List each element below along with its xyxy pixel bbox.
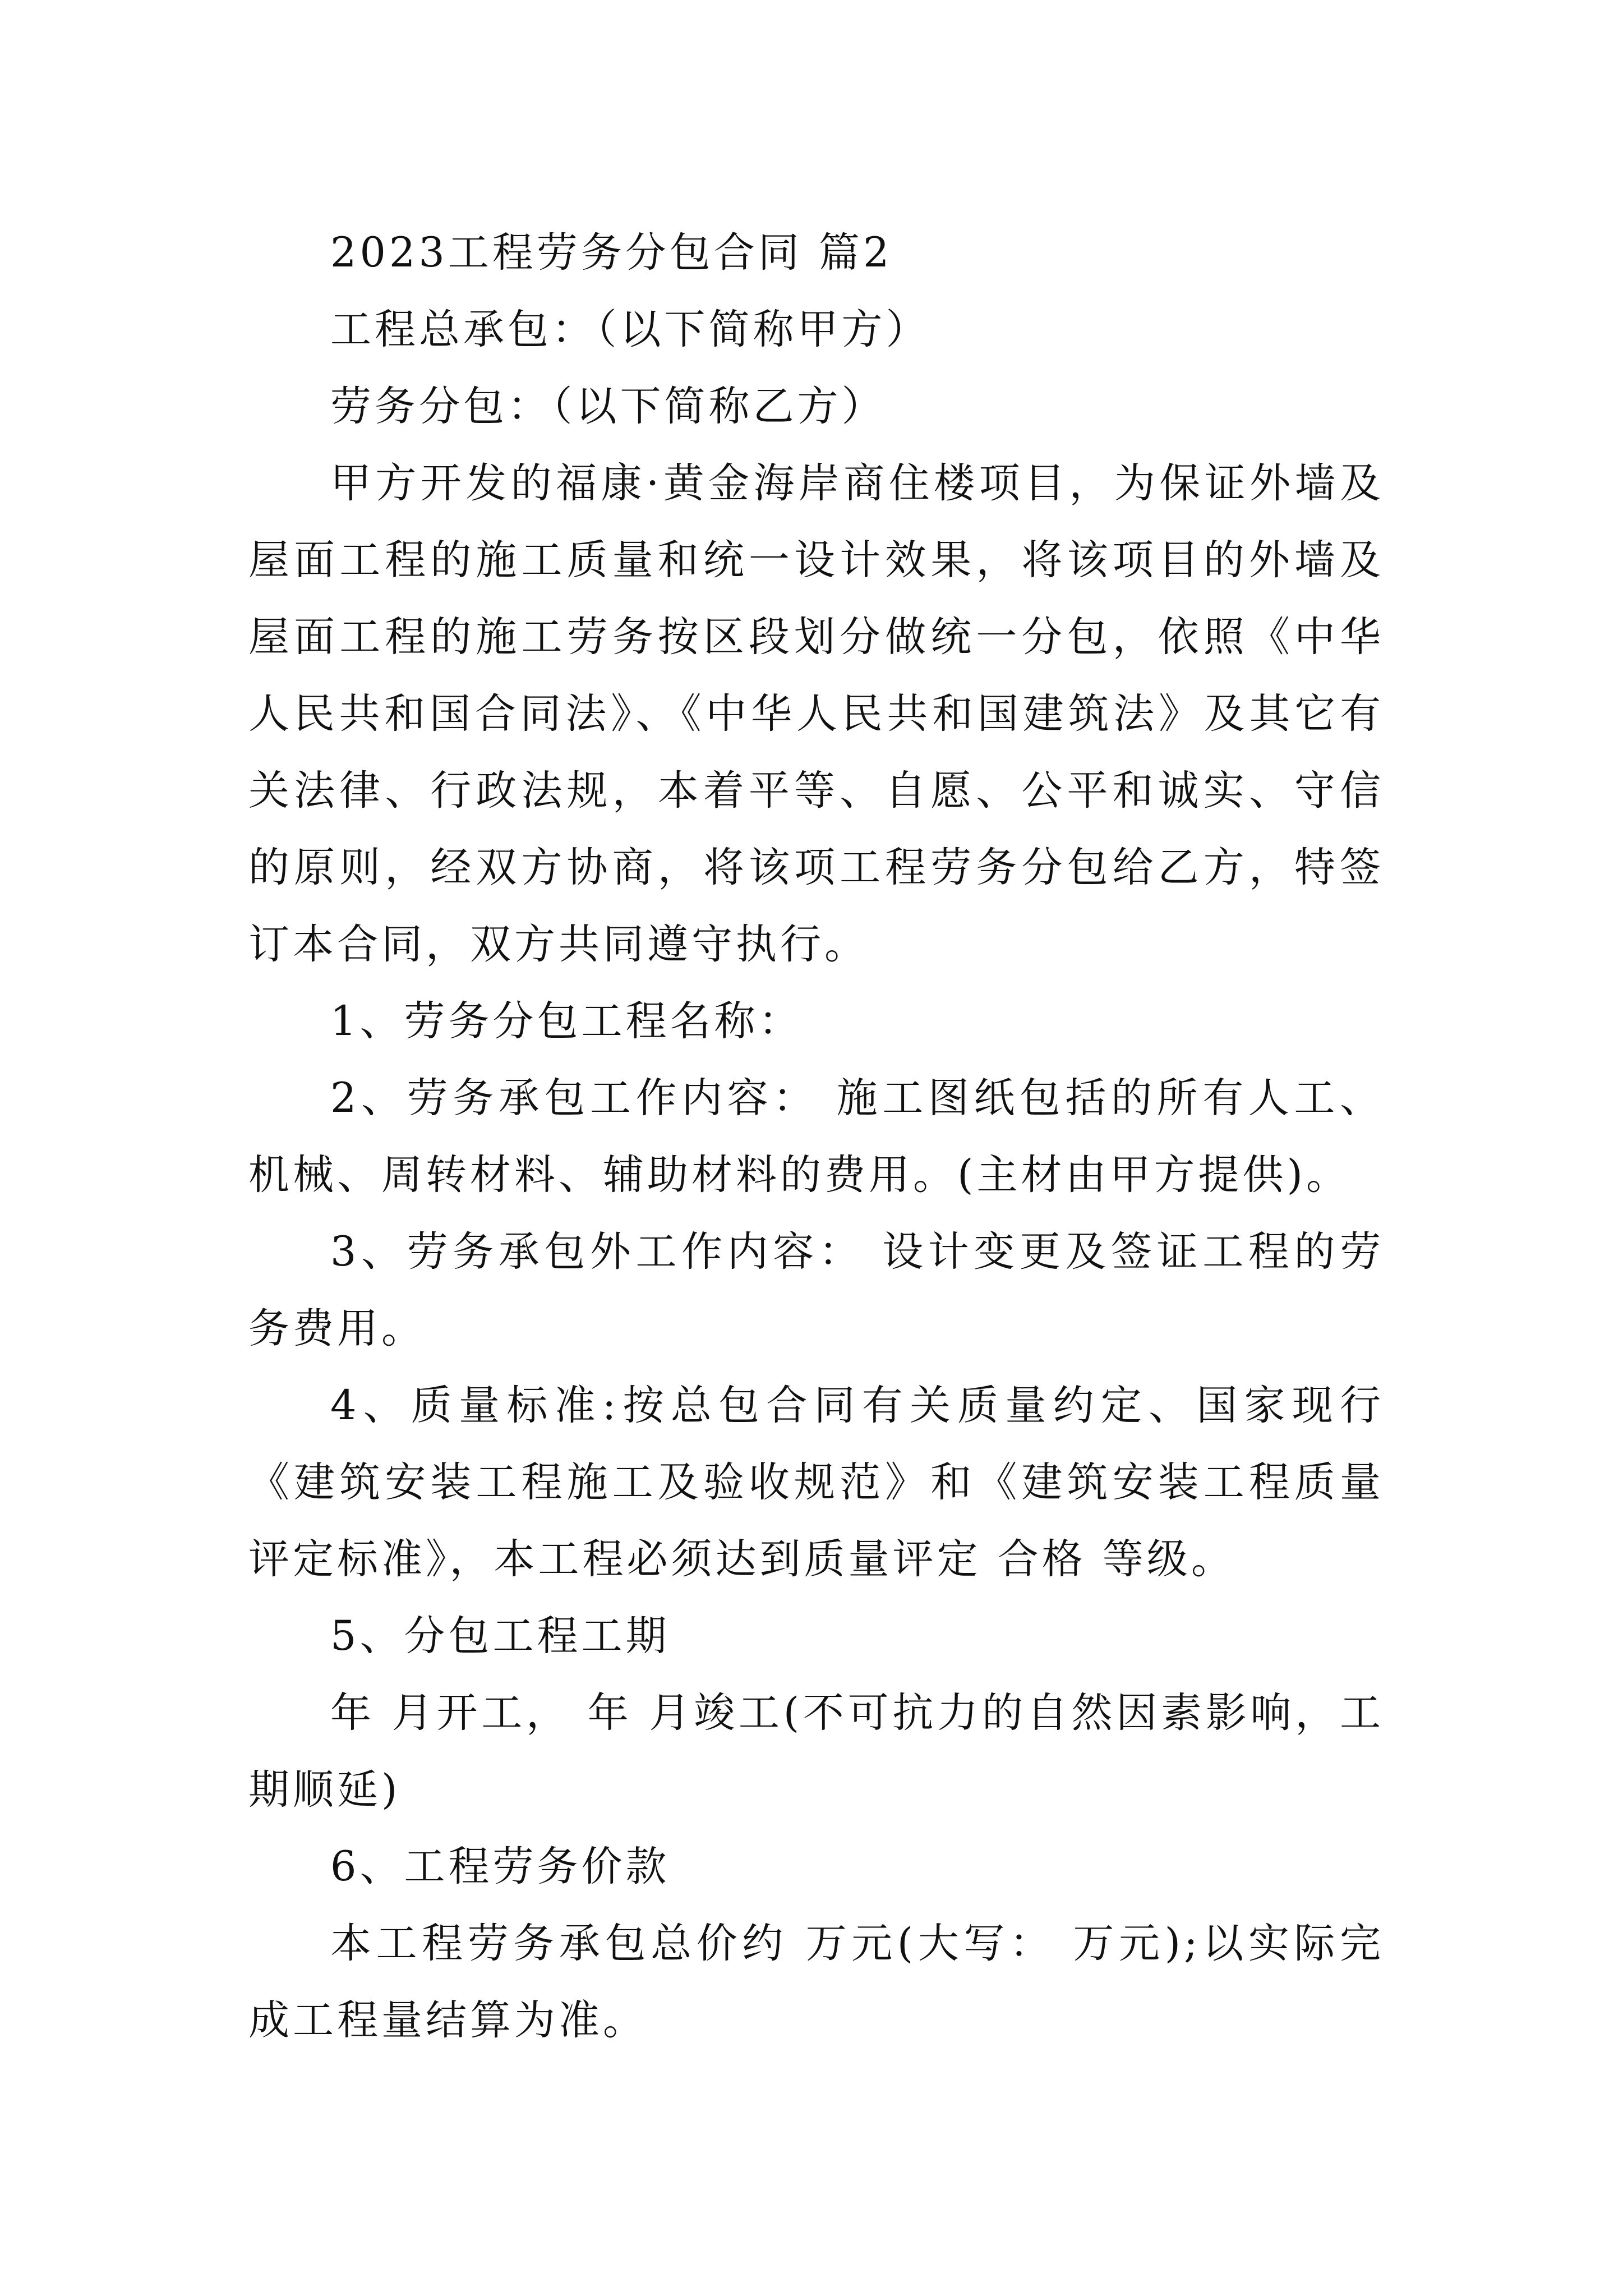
paragraph-general-contractor: 工程总承包：（以下简称甲方） [330, 306, 930, 353]
paragraph-preamble: 甲方开发的福康·黄金海岸商住楼项目，为保证外墙及屋面工程的施工质量和统一设计效果，将该项目的外墙及屋面工程的施工劳务按区段划分做统一分包，依照《中华人民共和国合同法》、《中华人民共和国建筑法》及其它有关法律、行政法规，本着平等、自愿、公平和诚实、守信的原则，经双方协商，将该项工程劳务分包给乙方，特签订本合同，双方共同遵守执行。 [248, 459, 1384, 968]
clause-1-project-name: 1、劳务分包工程名称： [330, 997, 803, 1045]
clause-2-work-scope: 2、劳务承包工作内容： 施工图纸包括的所有人工、机械、周转材料、辅助材料的费用。(主材由甲方提供)。 [248, 1074, 1384, 1199]
clause-6-price-heading: 6、工程劳务价款 [330, 1843, 670, 1890]
clause-3-excluded-work: 3、劳务承包外工作内容： 设计变更及签证工程的劳务费用。 [248, 1228, 1384, 1352]
paragraph-labor-subcontractor: 劳务分包：（以下简称乙方） [330, 383, 886, 430]
clause-4-quality-standard: 4、质量标准:按总包合同有关质量约定、国家现行《建筑安装工程施工及验收规范》和《建筑安装工程质量评定标准》，本工程必须达到质量评定 合格 等级。 [248, 1382, 1384, 1583]
document-page [248, 214, 1384, 2059]
document-title: 2023工程劳务分包合同 篇2 [330, 229, 893, 277]
clause-6-price-text: 本工程劳务承包总价约 万元(大写： 万元);以实际完成工程量结算为准。 [248, 1920, 1384, 2044]
clause-5-schedule-text: 年 月开工， 年 月竣工(不可抗力的自然因素影响，工期顺延) [248, 1689, 1384, 1814]
clause-5-schedule-heading: 5、分包工程工期 [330, 1612, 670, 1660]
